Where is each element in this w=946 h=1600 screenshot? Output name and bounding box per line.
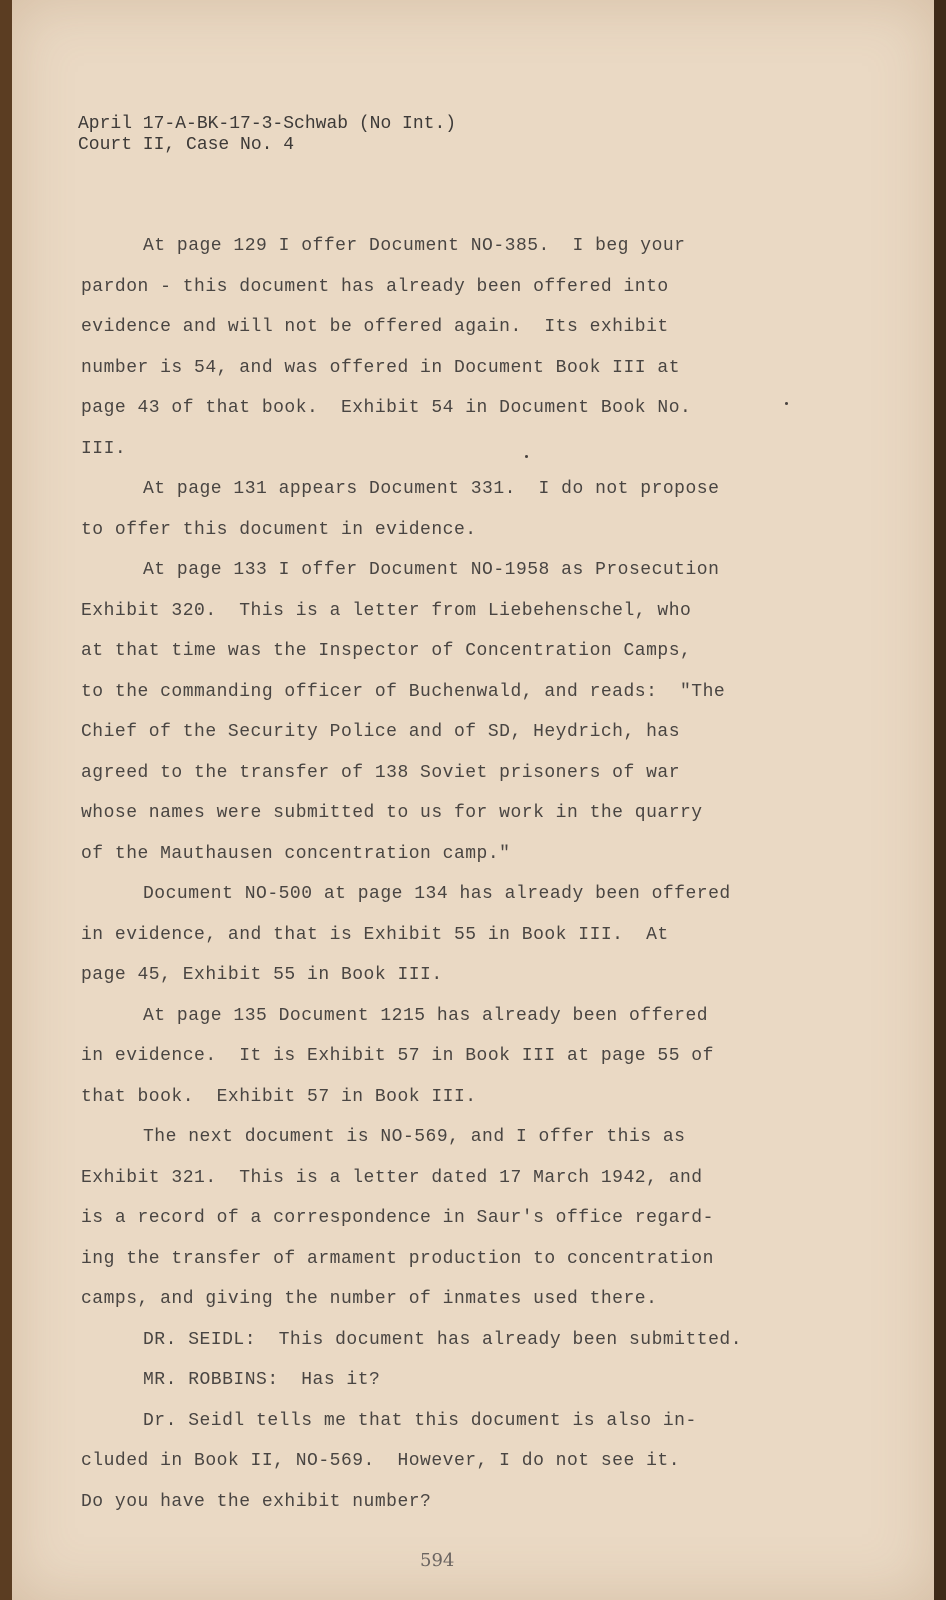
text-line: pardon - this document has already been offered into bbox=[81, 276, 669, 297]
text-line: is a record of a correspondence in Saur's office regard- bbox=[81, 1208, 714, 1228]
text-line: MR. ROBBINS: Has it? bbox=[143, 1370, 381, 1390]
page-number: 594 bbox=[420, 1550, 455, 1571]
text-line: number is 54, and was offered in Document Book III at bbox=[81, 357, 680, 378]
text-line: evidence and will not be offered again. Its exhibit bbox=[81, 317, 669, 337]
text-line: III. bbox=[81, 438, 127, 459]
text-line: cluded in Book II, NO-569. However, I do not see it. bbox=[81, 1451, 680, 1471]
paper-speck bbox=[525, 455, 528, 458]
text-line: page 45, Exhibit 55 in Book III. bbox=[81, 965, 443, 985]
text-line: The next document is NO-569, and I offer this as bbox=[143, 1127, 686, 1147]
text-line: page 43 of that book. Exhibit 54 in Document Book No. bbox=[81, 398, 692, 418]
text-line: in evidence, and that is Exhibit 55 in Book III. At bbox=[81, 924, 669, 945]
text-line: Document NO-500 at page 134 has already been offered bbox=[143, 884, 731, 904]
text-line: At page 129 I offer Document NO-385. I beg your bbox=[143, 236, 686, 256]
right-background-edge bbox=[934, 0, 946, 1600]
text-line: At page 135 Document 1215 has already been offered bbox=[143, 1005, 709, 1026]
text-line: whose names were submitted to us for work in the quarry bbox=[81, 803, 703, 823]
text-line: Dr. Seidl tells me that this document is also in- bbox=[143, 1410, 697, 1431]
text-line: that book. Exhibit 57 in Book III. bbox=[81, 1086, 477, 1107]
text-line: At page 131 appears Document 331. I do not propose bbox=[143, 479, 720, 499]
text-line: DR. SEIDL: This document has already been submitted. bbox=[143, 1329, 742, 1350]
document-page bbox=[12, 0, 934, 1600]
header-reference-line: April 17-A-BK-17-3-Schwab (No Int.) bbox=[78, 114, 457, 134]
transcript-body bbox=[81, 226, 801, 1522]
text-line: camps, and giving the number of inmates used there. bbox=[81, 1289, 658, 1309]
text-line: to offer this document in evidence. bbox=[81, 519, 477, 540]
text-line: of the Mauthausen concentration camp." bbox=[81, 843, 511, 864]
paper-speck bbox=[785, 402, 788, 405]
text-line: Exhibit 320. This is a letter from Liebehenschel, who bbox=[81, 600, 692, 621]
text-line: to the commanding officer of Buchenwald, and reads: "The bbox=[81, 681, 726, 702]
header-court-line: Court II, Case No. 4 bbox=[78, 135, 295, 155]
text-line: at that time was the Inspector of Concentration Camps, bbox=[81, 641, 692, 661]
left-binding-edge bbox=[0, 0, 12, 1600]
text-line: Exhibit 321. This is a letter dated 17 March 1942, and bbox=[81, 1167, 703, 1188]
text-line: agreed to the transfer of 138 Soviet prisoners of war bbox=[81, 762, 680, 783]
document-header bbox=[78, 114, 456, 156]
text-line: ing the transfer of armament production to concentration bbox=[81, 1248, 714, 1269]
text-line: in evidence. It is Exhibit 57 in Book III at page 55 of bbox=[81, 1046, 714, 1066]
text-line: At page 133 I offer Document NO-1958 as Prosecution bbox=[143, 560, 720, 580]
text-line: Do you have the exhibit number? bbox=[81, 1491, 432, 1512]
text-line: Chief of the Security Police and of SD, Heydrich, has bbox=[81, 722, 680, 742]
